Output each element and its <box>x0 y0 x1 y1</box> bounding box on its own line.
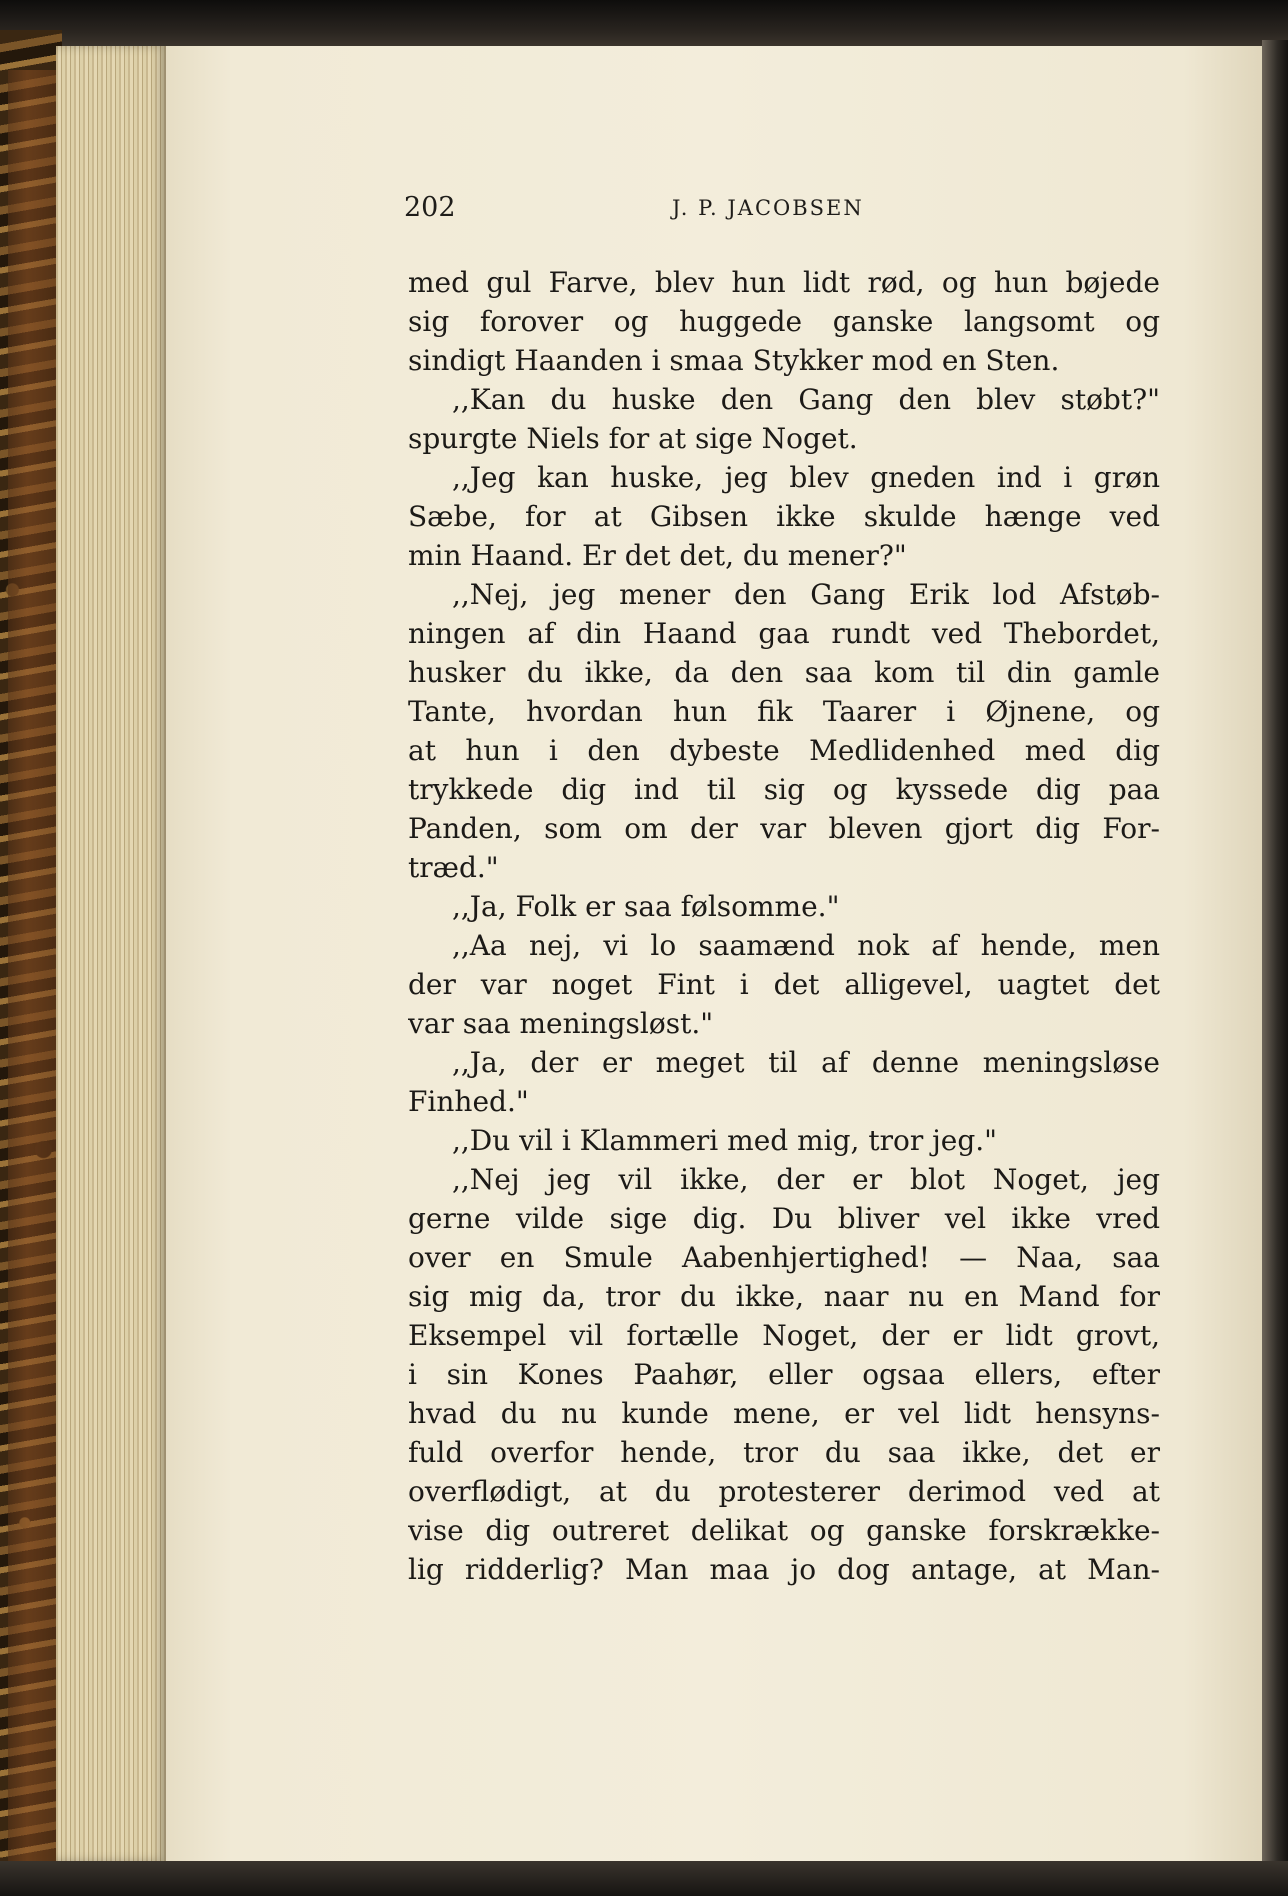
book-bottom-edge <box>0 1861 1288 1896</box>
text-line: ,,Kan du huske den Gang den blev støbt?" <box>452 383 1160 416</box>
text-line: der var noget Fint i det alligevel, uagtet det <box>408 968 1160 1001</box>
text-line: ,,Ja, der er meget til af denne meningsløse <box>452 1046 1160 1079</box>
text-line: husker du ikke, da den saa kom til din gamle <box>408 656 1160 689</box>
page-edges <box>56 46 166 1861</box>
text-line: ,,Nej jeg vil ikke, der er blot Noget, jeg <box>452 1163 1160 1196</box>
text-line: var saa meningsløst." <box>408 1007 714 1040</box>
text-line: overflødigt, at du protesterer derimod ved at <box>408 1475 1160 1508</box>
text-line: trykkede dig ind til sig og kyssede dig paa <box>408 773 1160 806</box>
body-text <box>408 263 1160 1589</box>
text-line: i sin Kones Paahør, eller ogsaa ellers, efter <box>408 1358 1160 1391</box>
book-top-edge <box>0 0 1288 46</box>
text-line: med gul Farve, blev hun lidt rød, og hun bøjede <box>408 266 1160 299</box>
text-line: lig ridderlig? Man maa jo dog antage, at Man- <box>408 1553 1160 1586</box>
text-line: spurgte Niels for at sige Noget. <box>408 422 858 455</box>
text-line: Panden, som om der var bleven gjort dig For- <box>408 812 1160 845</box>
text-line: sig forover og huggede ganske langsomt og <box>408 305 1160 338</box>
text-line: at hun i den dybeste Medlidenhed med dig <box>408 734 1160 767</box>
text-line: træd." <box>408 851 499 884</box>
text-line: sig mig da, tror du ikke, naar nu en Mand for <box>408 1280 1160 1313</box>
text-line: vise dig outreret delikat og ganske forskrække- <box>408 1514 1160 1547</box>
text-line: Sæbe, for at Gibsen ikke skulde hænge ved <box>408 500 1160 533</box>
text-line: ,,Du vil i Klammeri med mig, tror jeg." <box>452 1124 998 1157</box>
text-line: ,,Ja, Folk er saa følsomme." <box>452 890 840 923</box>
text-line: ningen af din Haand gaa rundt ved Thebordet, <box>408 617 1160 650</box>
text-line: ,,Nej, jeg mener den Gang Erik lod Afstøb- <box>452 578 1160 611</box>
text-line: gerne vilde sige dig. Du bliver vel ikke vred <box>408 1202 1160 1235</box>
text-line: fuld overfor hende, tror du saa ikke, det er <box>408 1436 1160 1469</box>
page-number: 202 <box>404 192 456 223</box>
running-head <box>404 188 1164 228</box>
cover-leather-rim <box>8 70 56 1890</box>
running-title: J. P. JACOBSEN <box>672 196 864 220</box>
text-line: min Haand. Er det det, du mener?" <box>408 539 907 572</box>
text-line: hvad du nu kunde mene, er vel lidt hensyns- <box>408 1397 1160 1430</box>
text-line: Tante, hvordan hun fik Taarer i Øjnene, og <box>408 695 1160 728</box>
text-line: ,,Jeg kan huske, jeg blev gneden ind i grøn <box>452 461 1160 494</box>
text-line: Finhed." <box>408 1085 529 1118</box>
text-line: Eksempel vil fortælle Noget, der er lidt grovt, <box>408 1319 1160 1352</box>
binding-gutter <box>1262 40 1288 1870</box>
marbled-cover <box>0 30 62 1896</box>
text-line: sindigt Haanden i smaa Stykker mod en Sten. <box>408 344 1060 377</box>
text-line: over en Smule Aabenhjertighed! — Naa, saa <box>408 1241 1160 1274</box>
text-line: ,,Aa nej, vi lo saamænd nok af hende, men <box>452 929 1160 962</box>
